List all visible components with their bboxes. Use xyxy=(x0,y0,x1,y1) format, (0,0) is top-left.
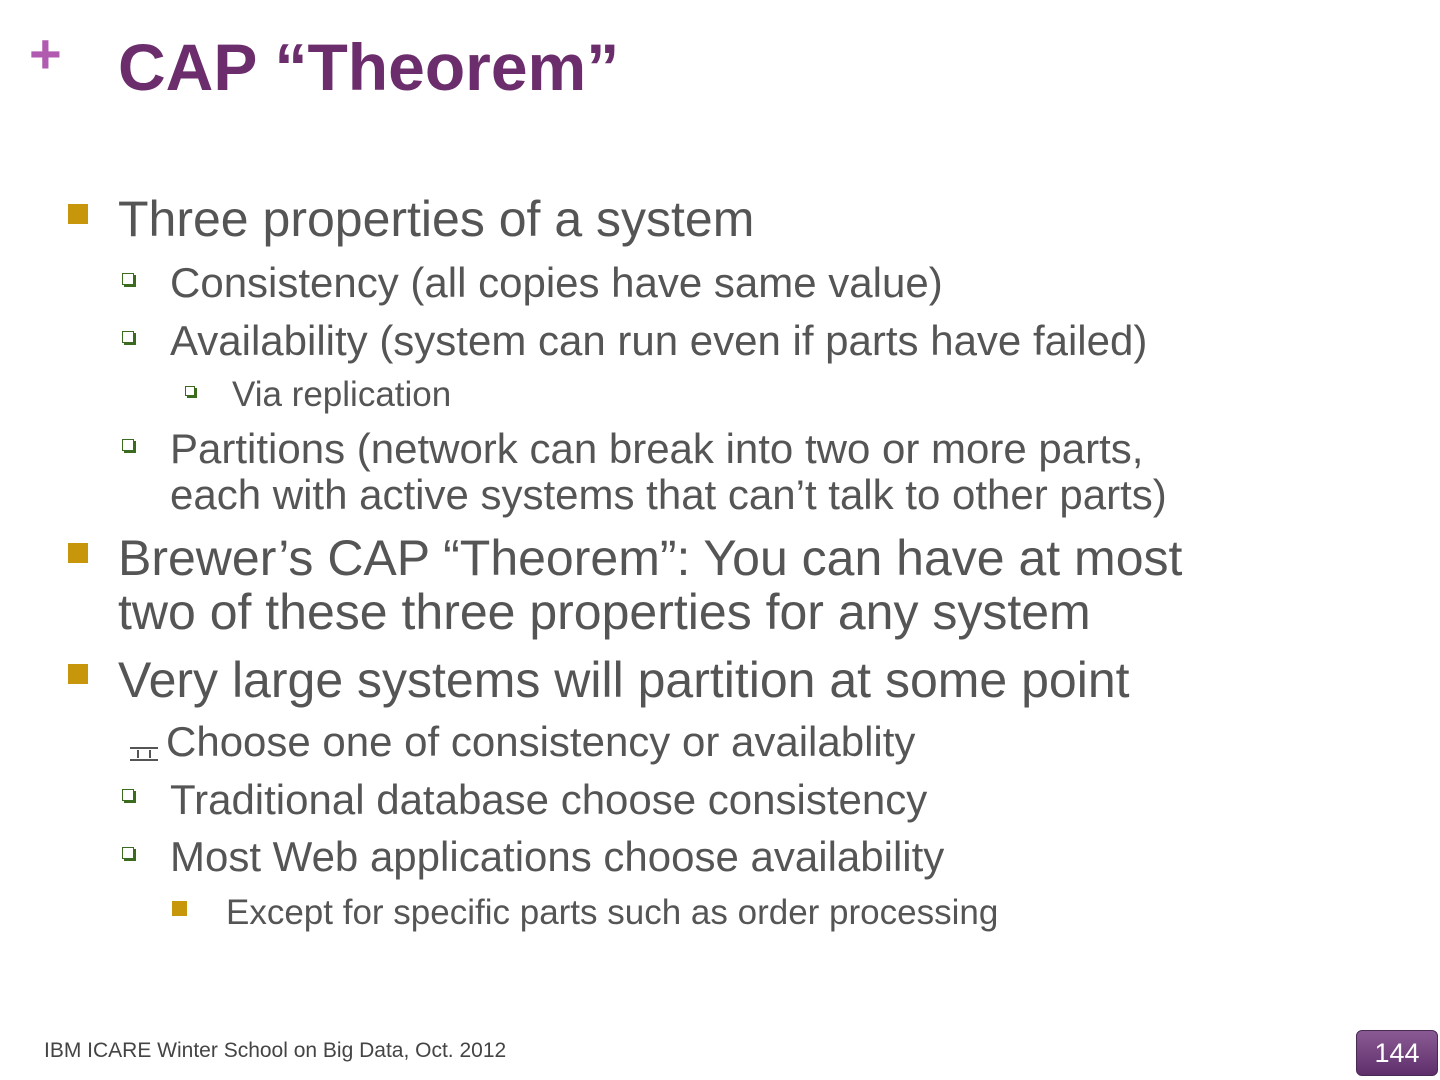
small-filled-square-bullet-icon xyxy=(172,901,187,916)
bullet-text: Except for specific parts such as order processing xyxy=(226,893,999,932)
slide-title: CAP “Theorem” xyxy=(118,30,620,104)
outlined-square-bullet-icon xyxy=(122,331,134,343)
outlined-square-bullet-icon xyxy=(122,273,134,285)
filled-square-bullet-icon xyxy=(68,664,88,684)
bullet-text: Partitions (network can break into two or more parts, xyxy=(170,425,1144,472)
outlined-square-bullet-icon xyxy=(122,847,134,859)
bullet-text: Very large systems will partition at some point xyxy=(118,652,1130,708)
outlined-square-bullet-icon xyxy=(122,439,134,451)
bullet-text: Three properties of a system xyxy=(118,191,755,247)
outlined-square-bullet-icon xyxy=(122,789,134,801)
bullet-text-continuation: each with active systems that can’t talk to other parts) xyxy=(170,471,1167,518)
small-outlined-square-bullet-icon xyxy=(185,386,195,396)
bullet-text-continuation: two of these three properties for any system xyxy=(118,584,1091,640)
glitched-glyph-icon xyxy=(128,744,160,762)
plus-icon: + xyxy=(29,22,62,85)
bullet-text: Brewer’s CAP “Theorem”: You can have at most xyxy=(118,530,1183,586)
bullet-text: Traditional database choose consistency xyxy=(170,776,928,823)
bullet-text: Consistency (all copies have same value) xyxy=(170,259,943,306)
bullet-text: Availability (system can run even if parts have failed) xyxy=(170,317,1148,364)
bullet-text: Via replication xyxy=(232,375,452,414)
page-number: 144 xyxy=(1374,1037,1420,1068)
footer-text: IBM ICARE Winter School on Big Data, Oct. 2012 xyxy=(44,1039,507,1062)
bullet-text: Choose one of consistency or availablity xyxy=(166,718,916,765)
filled-square-bullet-icon xyxy=(68,543,88,563)
filled-square-bullet-icon xyxy=(68,204,88,224)
bullet-text: Most Web applications choose availability xyxy=(170,833,945,880)
page-number-badge xyxy=(1356,1030,1438,1076)
